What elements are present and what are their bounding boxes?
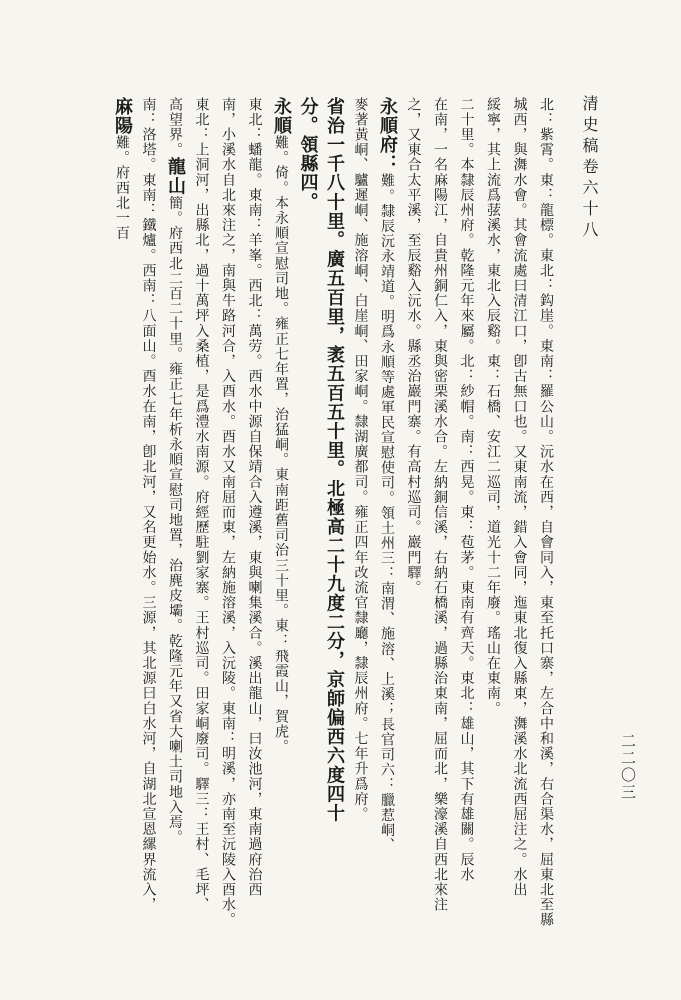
body-text [91, 97, 559, 967]
text-column: 二十里。本隸辰州府。乾隆元年來屬。北：紗帽。南：西晃。東：苞茅。東南有齊天。東北：雄山，其下有雄關。辰水 [458, 97, 475, 883]
text-column [268, 97, 295, 967]
text-column: 綏寧，其上流爲𦱁溪水，東北入辰谿。東：石橋、安江二巡司，道光十二年廢。瑤山在東南。 [485, 97, 501, 717]
text-column: 東北：上洞河，出縣北，過十萬坪入桑植，是爲澧水南源。府經歷駐劉家寨。王村巡司。田家峒廢司。驛三：王村、毛坪、 [193, 97, 210, 913]
place-note: 難。倚。本永順宣慰司地。雍正七年置，治猛峒。東南距舊司治三十里。東：飛霞山，賀虎。 [273, 135, 289, 755]
page-number: 二二〇三 [619, 733, 637, 801]
text-column: 南，小溪水自北來注之，南與牛路河合，入酉水。酉水又南屈而東，左納施溶溪，入沅陵。東南：明溪，亦南至沅陵入酉水。 [220, 97, 236, 928]
text-column: 北：紫霄。東：龍標。東北：鈎崖。東南：羅公山。沅水在西，自會同入，東至托口寨，左合中和溪，右合渠水，屈東北至縣 [538, 97, 554, 928]
text-fragment: 高望界。 [167, 97, 183, 158]
text-column [109, 97, 136, 967]
text-column: 東北：蟠龍。東南：羊峯。西北：萬劳。西水中源自保靖合入遵溪，東與喇集溪合。溪出龍山，曰汝池河，東南過府治西 [246, 97, 263, 898]
text-column: 分。領縣四。 [297, 97, 319, 212]
place-note: 難。隸辰沅永靖道。明爲永順等處軍民宣慰使司。領土州三：南渭、施溶、上溪；長官司六：臘惹峒、 [379, 173, 395, 853]
text-column [374, 97, 401, 967]
text-column: 在南，一名麻陽江，自貴州銅仁入，東與密栗溪水合。左納銅信溪，右納石橋溪，過縣治東南，屈而北，樂濠溪自西北來注 [432, 97, 448, 913]
place-heading-yongshun-fu: 永順府： [377, 97, 398, 174]
place-note: 難。府西北一百 [114, 135, 130, 241]
text-column: 城西，與㵲水會。其會流處曰清江口，卽古無口也。又東南流，錯入會同，迤東北復入縣東，㵲溪水北流西屈注之。水出 [511, 97, 528, 898]
text-column: 麥著黃峒、驢遲峒、施溶峒、白崖峒、田家峒。隸湖廣都司。雍正四年改流官隸廳，隸辰州府。七年升爲府。 [352, 97, 369, 822]
page-header: 清史稿卷六十八 [580, 95, 599, 242]
text-column: 省治一千八十里。廣五百里，袤五百五十里。北極高二十九度二分，京師偏西六度四十 [324, 97, 345, 823]
text-column: 之，又東合太平溪，至辰谿入沅水。縣丞治巖門寨。有高村巡司。巖門驛。 [405, 97, 422, 596]
text-column [162, 97, 189, 967]
place-heading-mayang: 麻陽 [112, 97, 133, 136]
text-column: 南：洛塔。東南：鐵爐。西南：八面山。酉水在南，卽北河，又名更始水。三源，其北源曰白水河，自湖北宣恩縲界流入， [140, 97, 157, 913]
place-heading-yongshun: 永順 [271, 97, 292, 136]
place-heading-longshan: 龍山 [165, 157, 186, 196]
place-note: 簡。府西北二百二十里。雍正七年析永順宣慰司地置，治麂皮壩。乾隆元年又省大喇土司地入焉。 [167, 195, 183, 845]
